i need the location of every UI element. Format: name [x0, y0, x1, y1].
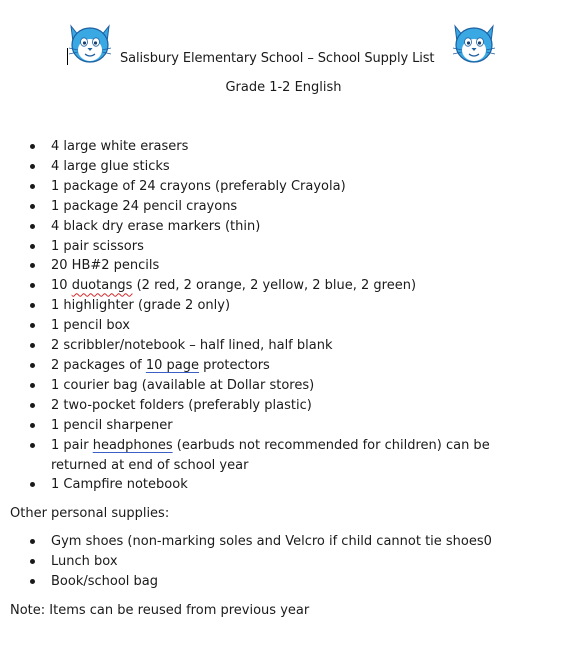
list-item [0, 276, 526, 296]
item-text: (earbuds not recommended for children) can be returned at end of school year [51, 437, 490, 473]
grade-subtitle: Grade 1-2 English [225, 80, 342, 95]
list-item [0, 436, 526, 476]
school-mascot-logo-right [449, 20, 499, 66]
item-text: (2 red, 2 orange, 2 yellow, 2 blue, 2 green) [132, 278, 417, 294]
school-mascot-logo-left [65, 20, 115, 66]
list-item: 1 highlighter (grade 2 only) [0, 296, 526, 316]
list-item: 1 package of 24 crayons (preferably Crayola) [0, 177, 526, 197]
grammar-flagged-phrase: 10 page [145, 357, 200, 373]
list-item: 4 black dry erase markers (thin) [0, 217, 526, 237]
list-item: 1 pencil sharpener [0, 416, 526, 436]
list-item: 20 HB#2 pencils [0, 256, 526, 276]
item-text: protectors [199, 357, 270, 373]
note-text: Note: Items can be reused from previous year [10, 603, 310, 618]
cat-head-icon [69, 26, 111, 62]
list-item [0, 356, 526, 376]
list-item: 1 pencil box [0, 316, 526, 336]
list-item: Book/school bag [0, 572, 526, 592]
text-cursor [67, 48, 68, 65]
item-text: 10 [51, 278, 72, 294]
other-supplies-heading: Other personal supplies: [10, 506, 170, 521]
grammar-flagged-word: headphones [92, 437, 173, 453]
spelling-flagged-word: duotangs [71, 278, 133, 294]
personal-supply-list [0, 532, 526, 592]
list-item: 2 scribbler/notebook – half lined, half blank [0, 336, 526, 356]
list-item: 1 courier bag (available at Dollar stores) [0, 376, 526, 396]
item-text: 2 packages of [51, 357, 146, 373]
cat-head-icon [453, 26, 495, 62]
supply-list [0, 137, 526, 495]
list-item: 2 two-pocket folders (preferably plastic) [0, 396, 526, 416]
list-item: 1 package 24 pencil crayons [0, 197, 526, 217]
page-title: Salisbury Elementary School – School Supply List [120, 51, 435, 66]
list-item: 4 large glue sticks [0, 157, 526, 177]
list-item: 4 large white erasers [0, 137, 526, 157]
list-item: Lunch box [0, 552, 526, 572]
item-text: 1 pair [51, 437, 93, 453]
list-item: 1 Campfire notebook [0, 475, 526, 495]
list-item: Gym shoes (non-marking soles and Velcro if child cannot tie shoes0 [0, 532, 526, 552]
list-item: 1 pair scissors [0, 237, 526, 257]
